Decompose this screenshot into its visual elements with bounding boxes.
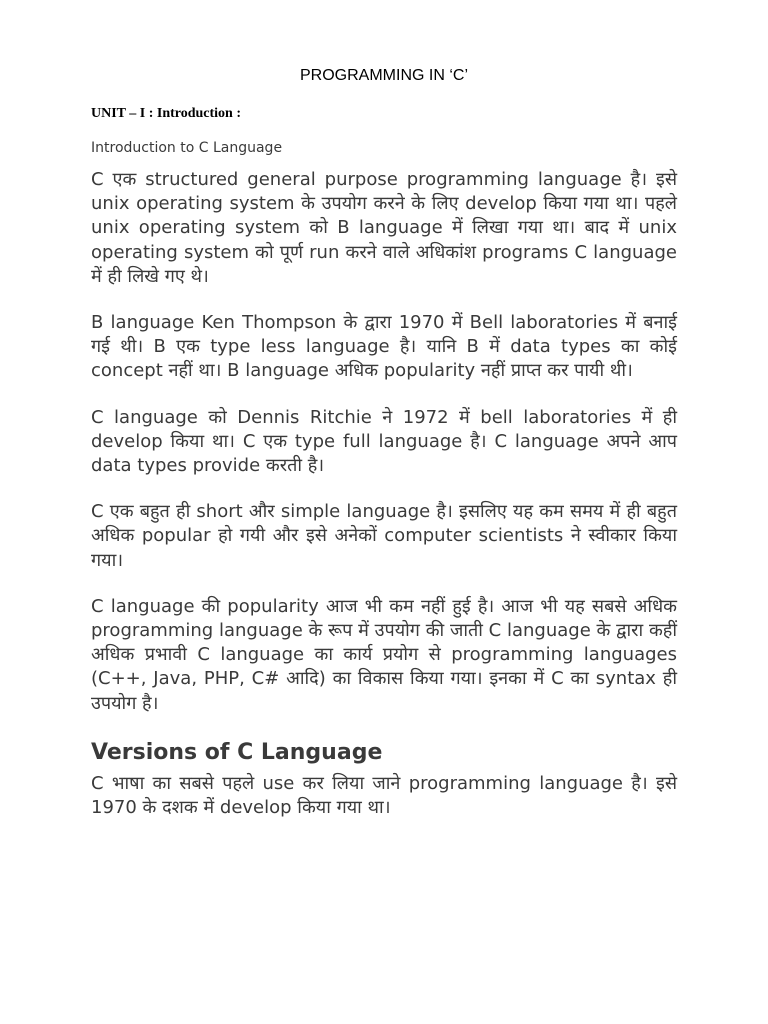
document-title: PROGRAMMING IN ‘C’ — [300, 67, 468, 84]
paragraph: C language की popularity आज भी कम नहीं हुई है। आज भी यह सबसे अधिक programming language के रूप में उपयोग की जाती C language के द्वारा कहीं अधिक प्रभावी C language का कार्य प्रयोग से programming languages (C++, Java, PHP, C# आदि) का विकास किया गया। इनका में C का syntax ही उपयोग है। — [91, 595, 677, 714]
paragraph: B language Ken Thompson के द्वारा 1970 में Bell laboratories में बनाई गई थी। B एक type less language है। यानि B में data types का कोई concept नहीं था। B language अधिक popularity नहीं प्राप्त कर पायी थी। — [91, 312, 677, 382]
paragraph: C एक बहुत ही short और simple language है। इसलिए यह कम समय में ही बहुत अधिक popular हो गयी और इसे अनेकों computer scientists ने स्वीकार किया गया। — [91, 501, 677, 571]
document-body — [91, 168, 677, 842]
paragraph: C एक structured general purpose programming language है। इसे unix operating system के उपयोग करने के लिए develop किया गया था। पहले unix operating system को B language में लिखा गया था। बाद में unix operating system को पूर्ण run करने वाले अधिकांश programs C language में ही लिखे गए थे। — [91, 169, 677, 287]
intro-label: Introduction to C Language — [91, 140, 283, 156]
section-heading: Versions of C Language — [91, 739, 383, 765]
section-paragraph: C भाषा का सबसे पहले use कर लिया जाने programming language है। इसे 1970 के दशक में develop किया गया था। — [91, 772, 677, 819]
paragraph: C language को Dennis Ritchie ने 1972 में bell laboratories में ही develop किया था। C एक type full language है। C language अपने आप data types provide करती है। — [91, 406, 677, 477]
unit-heading: UNIT – I : Introduction : — [91, 106, 242, 121]
